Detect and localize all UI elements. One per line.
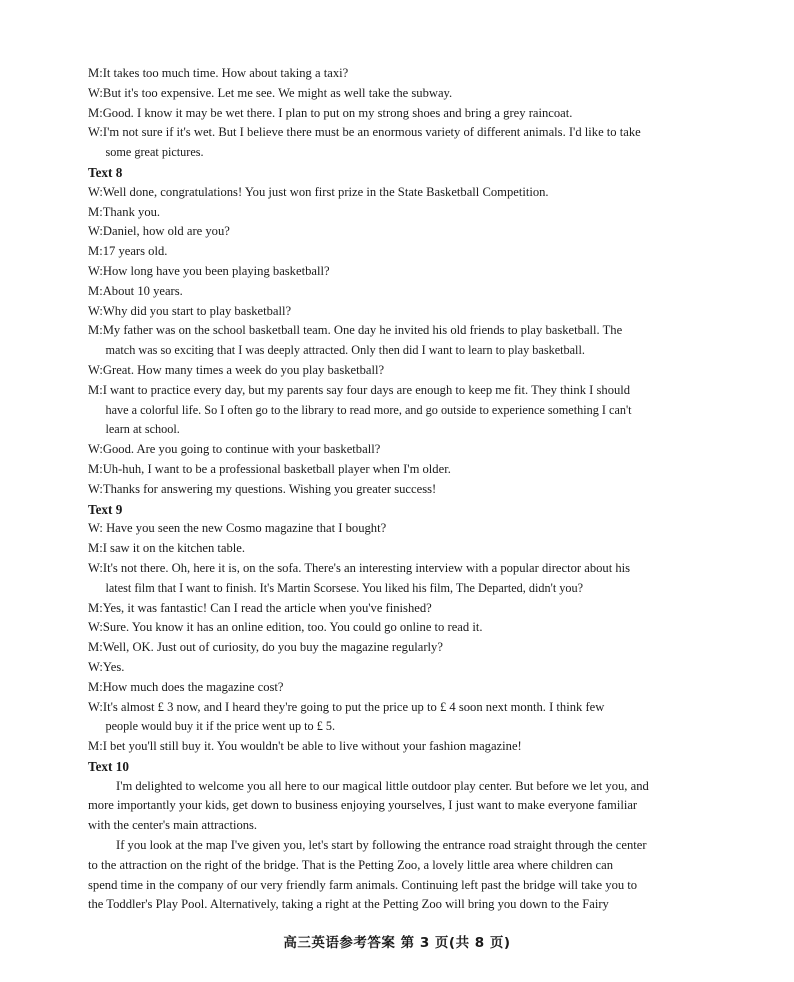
dialogue-line: W:Well done, congratulations! You just won first prize in the State Basketball Competition. (88, 184, 549, 199)
dialogue-line: M:I want to practice every day, but my parents say four days are enough to keep me fit. They think I should (88, 382, 631, 397)
dialogue-line: W:I'm not sure if it's wet. But I believe there must be an enormous variety of different animals. I'd like to take (88, 125, 641, 140)
monologue-line: If you look at the map I've given you, let's start by following the entrance road straight through the center (116, 838, 647, 853)
dialogue-line: M:Uh-huh, I want to be a professional basketball player when I'm older. (88, 461, 451, 476)
dialogue-line: M:It takes too much time. How about taking a taxi? (88, 66, 349, 80)
monologue-line: I'm delighted to welcome you all here to our magical little outdoor play center. But before we let you, and (116, 778, 649, 793)
monologue-line: with the center's main attractions. (88, 818, 258, 833)
dialogue-line-continued: learn at school. (105, 422, 180, 437)
dialogue-line: W:Thanks for answering my questions. Wishing you greater success! (88, 481, 437, 496)
monologue-line: spend time in the company of our very friendly farm animals. Continuing left past the bridge will take you to (88, 877, 638, 892)
dialogue-line: M:I bet you'll still buy it. You wouldn't be able to live without your fashion magazine! (88, 739, 522, 754)
dialogue-line: W:Sure. You know it has an online edition, too. You could go online to read it. (88, 620, 483, 635)
dialogue-line: M:My father was on the school basketball team. One day he invited his old friends to play basketball. The (88, 323, 623, 338)
dialogue-line-continued: have a colorful life. So I often go to the library to read more, and go outside to experience something I can't (105, 402, 632, 417)
dialogue-line: W:It's not there. Oh, here it is, on the sofa. There's an interesting interview with a popular director about his (88, 560, 631, 575)
dialogue-line: M:About 10 years. (88, 283, 183, 298)
dialogue-line-continued: latest film that I want to finish. It's Martin Scorsese. You liked his film, The Departed, didn't you? (105, 580, 584, 595)
dialogue-line: W:It's almost £ 3 now, and I heard they're going to put the price up to £ 4 soon next month. I think few (88, 699, 605, 714)
section-heading-text8: Text 8 (88, 164, 123, 180)
dialogue-line: W:Why did you start to play basketball? (88, 303, 292, 318)
transcript-body (88, 64, 706, 915)
dialogue-line: M:How much does the magazine cost? (88, 679, 284, 694)
dialogue-line: W:But it's too expensive. Let me see. We might as well take the subway. (88, 85, 453, 100)
dialogue-line: M:Yes, it was fantastic! Can I read the article when you've finished? (88, 600, 432, 615)
dialogue-line-continued: people would buy it if the price went up to £ 5. (105, 719, 336, 734)
dialogue-line: M:Good. I know it may be wet there. I plan to put on my strong shoes and bring a grey raincoat. (88, 105, 573, 120)
monologue-line: more importantly your kids, get down to business enjoying yourselves, I just want to make everyone familiar (88, 798, 638, 813)
dialogue-line: W:How long have you been playing basketball? (88, 263, 330, 278)
dialogue-line: W:Daniel, how old are you? (88, 224, 230, 239)
dialogue-line-continued: some great pictures. (105, 145, 204, 160)
monologue-line: the Toddler's Play Pool. Alternatively, taking a right at the Petting Zoo will bring you down to the Fairy (88, 897, 609, 912)
dialogue-line: W: Have you seen the new Cosmo magazine that I bought? (88, 521, 387, 536)
dialogue-line-continued: match was so exciting that I was deeply attracted. Only then did I want to learn to play basketball. (105, 343, 585, 358)
dialogue-line: M:17 years old. (88, 244, 168, 259)
dialogue-line: W:Good. Are you going to continue with your basketball? (88, 442, 381, 457)
section-heading-text10: Text 10 (88, 758, 129, 774)
dialogue-line: W:Yes. (88, 659, 125, 674)
dialogue-line: M:Thank you. (88, 204, 161, 219)
dialogue-line: M:Well, OK. Just out of curiosity, do you buy the magazine regularly? (88, 640, 443, 655)
dialogue-line: M:I saw it on the kitchen table. (88, 541, 246, 556)
section-heading-text9: Text 9 (88, 501, 123, 517)
page-footer: 高三英语参考答案 第 3 页(共 8 页) (283, 935, 511, 951)
monologue-line: to the attraction on the right of the bridge. That is the Petting Zoo, a lovely little area where children can (88, 857, 614, 872)
dialogue-line: W:Great. How many times a week do you play basketball? (88, 362, 385, 377)
